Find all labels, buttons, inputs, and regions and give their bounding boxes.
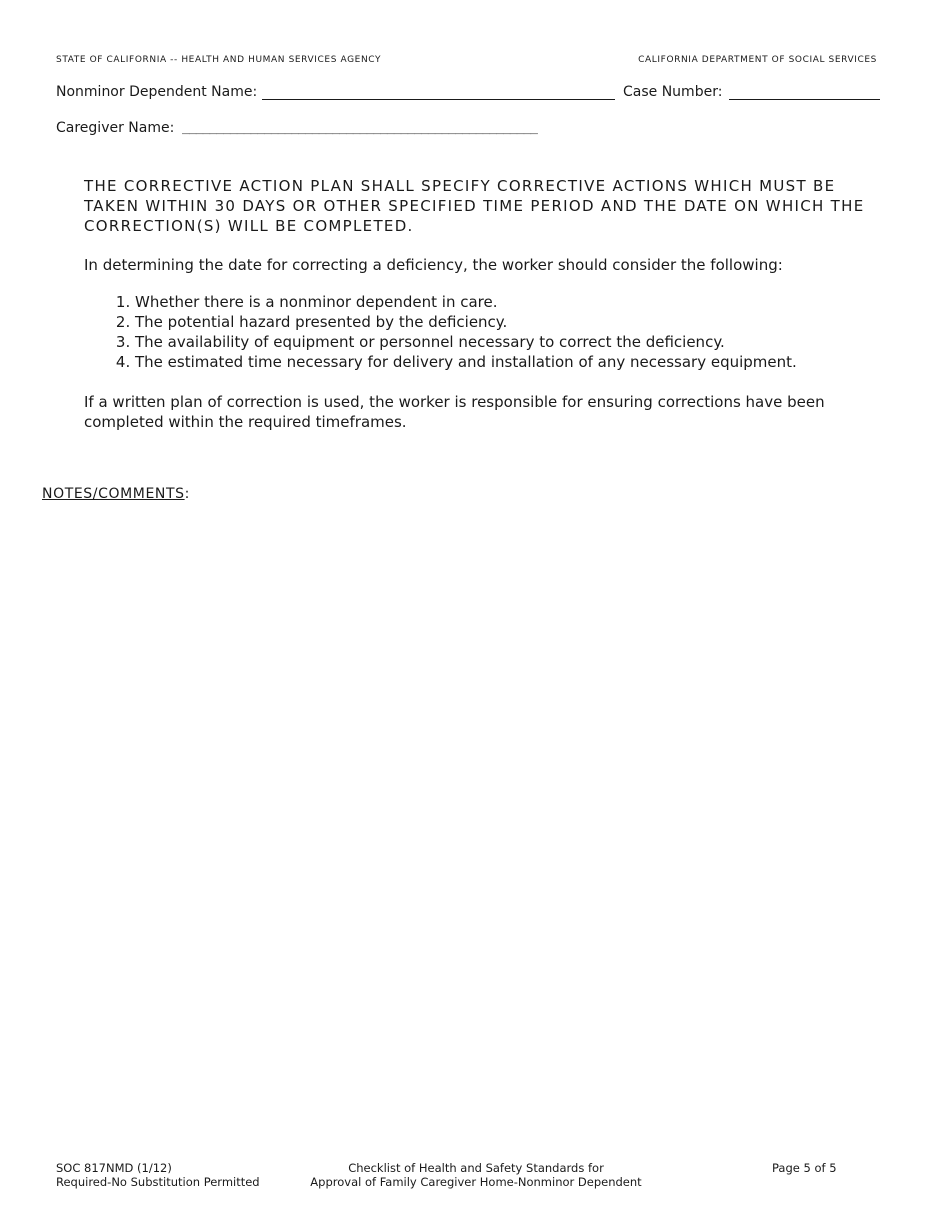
agency-header: STATE OF CALIFORNIA -- HEALTH AND HUMAN SERVICES AGENCY — [56, 55, 382, 65]
notes-comments-label: NOTES/COMMENTS — [42, 486, 185, 502]
caregiver-name-label: Caregiver Name: — [56, 120, 175, 136]
department-header: CALIFORNIA DEPARTMENT OF SOCIAL SERVICES — [638, 55, 877, 65]
form-number: SOC 817NMD (1/12) — [56, 1161, 172, 1175]
nonminor-dependent-name-field[interactable] — [262, 99, 615, 100]
corrective-action-notice: THE CORRECTIVE ACTION PLAN SHALL SPECIFY CORRECTIVE ACTIONS WHICH MUST BE TAKEN WITHIN 30 DAYS OR OTHER SPECIFIED TIME PERIOD AND THE DATE ON WHICH THE CORRECTION(S) WILL BE COMPLETED. — [84, 177, 865, 235]
page-number: Page 5 of 5 — [772, 1161, 837, 1175]
footer-form-info — [56, 1161, 260, 1189]
notes-comments-area[interactable] — [42, 512, 882, 1132]
notes-comments-heading — [42, 486, 190, 502]
written-plan-paragraph: If a written plan of correction is used, the worker is responsible for ensuring corrections have been completed within the required timeframes. — [84, 393, 825, 431]
list-item: 3. The availability of equipment or personnel necessary to correct the deficiency. — [135, 332, 797, 352]
form-title-line-1: Checklist of Health and Safety Standards for — [348, 1161, 604, 1175]
nonminor-dependent-name-label: Nonminor Dependent Name: — [56, 84, 258, 100]
notes-comments-colon: : — [184, 486, 190, 502]
form-title-line-2: Approval of Family Caregiver Home-Nonminor Dependent — [310, 1175, 642, 1189]
footer-form-title — [280, 1161, 672, 1189]
case-number-field[interactable] — [729, 99, 880, 100]
list-item: 2. The potential hazard presented by the deficiency. — [135, 312, 797, 332]
considerations-list — [110, 292, 797, 372]
considerations-intro: In determining the date for correcting a deficiency, the worker should consider the following: — [84, 256, 783, 274]
caregiver-name-field[interactable]: ____________________________________________________ — [182, 120, 537, 135]
list-item: 1. Whether there is a nonminor dependent in care. — [135, 292, 797, 312]
case-number-label: Case Number: — [623, 84, 723, 100]
list-item: 4. The estimated time necessary for delivery and installation of any necessary equipment. — [135, 352, 797, 372]
substitution-notice: Required-No Substitution Permitted — [56, 1175, 260, 1189]
